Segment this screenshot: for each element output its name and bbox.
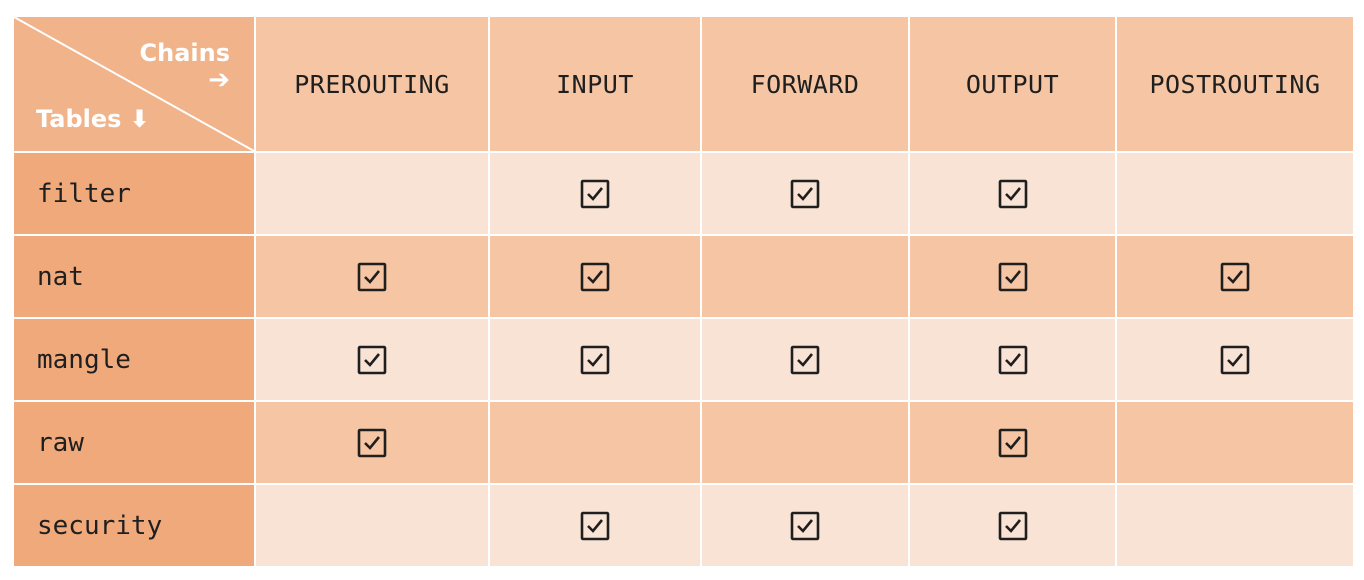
row-header-filter: filter bbox=[14, 153, 254, 234]
matrix-cell-nat-forward bbox=[702, 236, 908, 317]
matrix-cell-mangle-postrouting bbox=[1117, 319, 1353, 400]
checkbox-checked-icon bbox=[580, 179, 610, 209]
checkbox-checked-icon bbox=[790, 179, 820, 209]
row-header-nat: nat bbox=[14, 236, 254, 317]
column-header-prerouting: PREROUTING bbox=[256, 17, 488, 151]
arrow-right-icon: ➔ bbox=[208, 65, 230, 95]
checkbox-checked-icon bbox=[357, 262, 387, 292]
row-header-security: security bbox=[14, 485, 254, 566]
matrix-cell-nat-postrouting bbox=[1117, 236, 1353, 317]
matrix-cell-filter-output bbox=[910, 153, 1115, 234]
checkbox-checked-icon bbox=[1220, 345, 1250, 375]
matrix-cell-raw-prerouting bbox=[256, 402, 488, 483]
checkbox-checked-icon bbox=[998, 511, 1028, 541]
matrix-cell-filter-forward bbox=[702, 153, 908, 234]
matrix-cell-nat-input bbox=[490, 236, 700, 317]
matrix-cell-mangle-output bbox=[910, 319, 1115, 400]
checkbox-checked-icon bbox=[998, 345, 1028, 375]
chains-label-text: Chains bbox=[139, 39, 230, 67]
matrix-cell-security-input bbox=[490, 485, 700, 566]
matrix-cell-security-postrouting bbox=[1117, 485, 1353, 566]
matrix-cell-filter-input bbox=[490, 153, 700, 234]
corner-cell bbox=[14, 17, 254, 151]
matrix-cell-security-output bbox=[910, 485, 1115, 566]
matrix-cell-nat-prerouting bbox=[256, 236, 488, 317]
row-header-raw: raw bbox=[14, 402, 254, 483]
checkbox-checked-icon bbox=[580, 345, 610, 375]
checkbox-checked-icon bbox=[357, 428, 387, 458]
checkbox-checked-icon bbox=[790, 345, 820, 375]
matrix-cell-mangle-forward bbox=[702, 319, 908, 400]
matrix-cell-raw-postrouting bbox=[1117, 402, 1353, 483]
matrix-cell-mangle-input bbox=[490, 319, 700, 400]
column-header-input: INPUT bbox=[490, 17, 700, 151]
matrix-cell-raw-forward bbox=[702, 402, 908, 483]
column-header-forward: FORWARD bbox=[702, 17, 908, 151]
arrow-down-icon: ⬇ bbox=[129, 105, 150, 133]
tables-label bbox=[36, 105, 150, 133]
checkbox-checked-icon bbox=[580, 262, 610, 292]
checkbox-checked-icon bbox=[998, 428, 1028, 458]
matrix-cell-mangle-prerouting bbox=[256, 319, 488, 400]
matrix-cell-filter-prerouting bbox=[256, 153, 488, 234]
chains-label bbox=[140, 39, 231, 93]
tables-label-text: Tables bbox=[36, 105, 122, 133]
chains-tables-matrix bbox=[14, 17, 1353, 566]
checkbox-checked-icon bbox=[790, 511, 820, 541]
matrix-cell-filter-postrouting bbox=[1117, 153, 1353, 234]
column-header-output: OUTPUT bbox=[910, 17, 1115, 151]
matrix-cell-security-prerouting bbox=[256, 485, 488, 566]
column-header-postrouting: POSTROUTING bbox=[1117, 17, 1353, 151]
checkbox-checked-icon bbox=[998, 179, 1028, 209]
matrix-cell-raw-input bbox=[490, 402, 700, 483]
row-header-mangle: mangle bbox=[14, 319, 254, 400]
matrix-cell-nat-output bbox=[910, 236, 1115, 317]
checkbox-checked-icon bbox=[998, 262, 1028, 292]
checkbox-checked-icon bbox=[580, 511, 610, 541]
checkbox-checked-icon bbox=[357, 345, 387, 375]
checkbox-checked-icon bbox=[1220, 262, 1250, 292]
matrix-cell-security-forward bbox=[702, 485, 908, 566]
matrix-cell-raw-output bbox=[910, 402, 1115, 483]
